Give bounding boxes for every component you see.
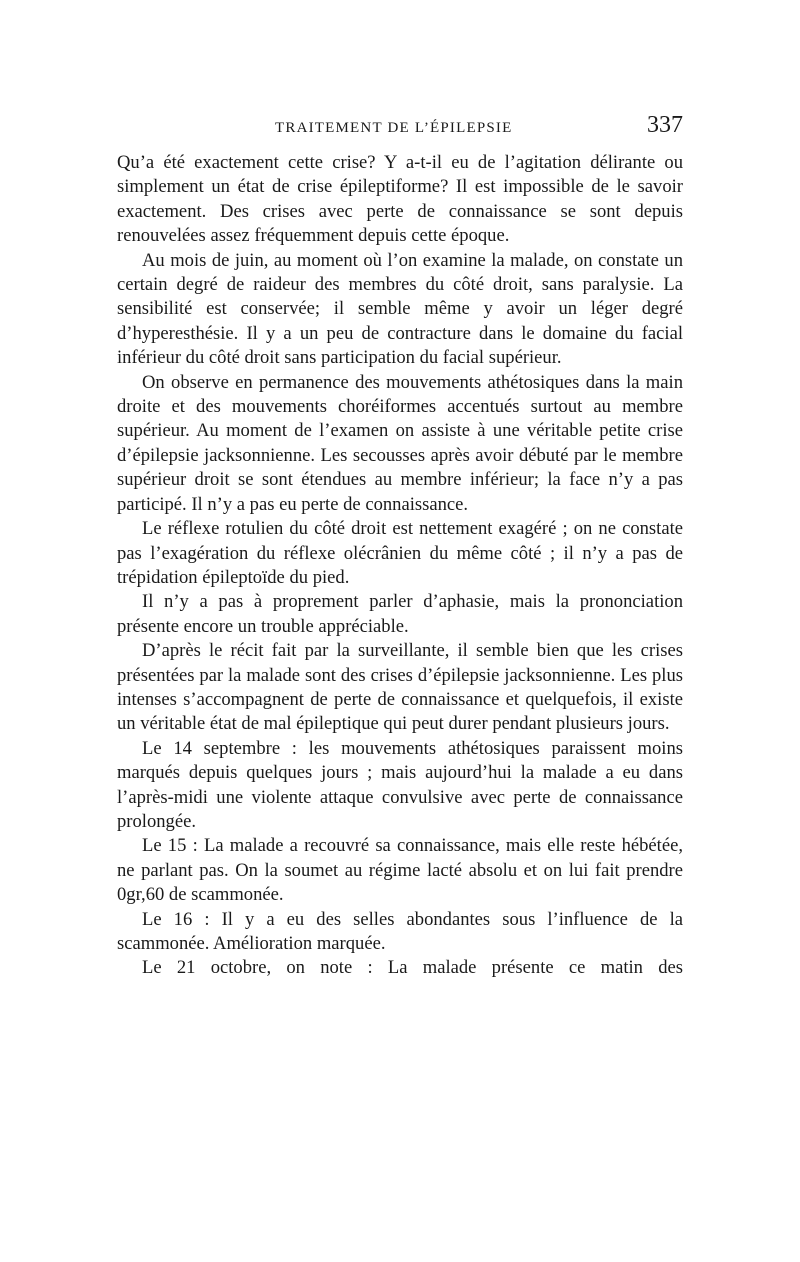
paragraph: Qu’a été exactement cette crise? Y a-t-il eu de l’agitation délirante ou simplement un état de crise épileptiforme? Il est impossible de le savoir exactement. Des crises avec perte de connaissance se sont depuis renouvelées assez fréquemment depuis cette époque. — [117, 152, 683, 247]
paragraph: On observe en permanence des mouvements athétosiques dans la main droite et des mouvements choréiformes accentués surtout au membre supérieur. Au moment de l’examen on assiste à une véritable petite crise d’épilepsie jacksonnienne. Les secousses après avoir débuté par le membre supérieur droit se sont étendues au membre inférieur; la face n’y a pas participé. Il n’y a pas eu perte de connaissance. — [117, 371, 683, 515]
page-number: 337 — [647, 112, 683, 138]
paragraph: Le 14 septembre : les mouvements athétosiques paraissent moins marqués depuis quelques jours ; mais aujourd’hui la malade a eu dans l’après-midi une violente attaque convulsive avec perte de connaissance prolongée. — [117, 737, 683, 832]
paragraph: Il n’y a pas à proprement parler d’aphasie, mais la prononciation présente encore un trouble appréciable. — [117, 591, 683, 637]
body-text — [117, 151, 683, 981]
paragraph: D’après le récit fait par la surveillante, il semble bien que les crises présentées par la malade sont des crises d’épilepsie jacksonnienne. Les plus intenses s’accompagnent de perte de connaissance et quelquefois, il existe un véritable état de mal épileptique qui peut durer pendant plusieurs jours. — [117, 640, 683, 735]
paragraph: Le 21 octobre, on note : La malade présente ce matin des — [142, 957, 683, 979]
running-title: TRAITEMENT DE L’ÉPILEPSIE — [275, 120, 513, 136]
paragraph: Le 15 : La malade a recouvré sa connaissance, mais elle reste hébétée, ne parlant pas. On la soumet au régime lacté absolu et on lui fait prendre 0gr,60 de scammonée. — [117, 835, 683, 906]
paragraph: Le 16 : Il y a eu des selles abondantes sous l’influence de la scammonée. Amélioration marquée. — [117, 908, 683, 954]
paragraph: Au mois de juin, au moment où l’on examine la malade, on constate un certain degré de raideur des membres du côté droit, sans paralysie. La sensibilité est conservée; il semble même y avoir un léger degré d’hyperesthésie. Il y a un peu de contracture dans le domaine du facial inférieur du côté droit sans participation du facial supérieur. — [117, 249, 683, 369]
page-header — [117, 112, 683, 144]
paragraph: Le réflexe rotulien du côté droit est nettement exagéré ; on ne constate pas l’exagération du réflexe olécrânien du même côté ; il n’y a pas de trépidation épileptoïde du pied. — [117, 518, 683, 588]
